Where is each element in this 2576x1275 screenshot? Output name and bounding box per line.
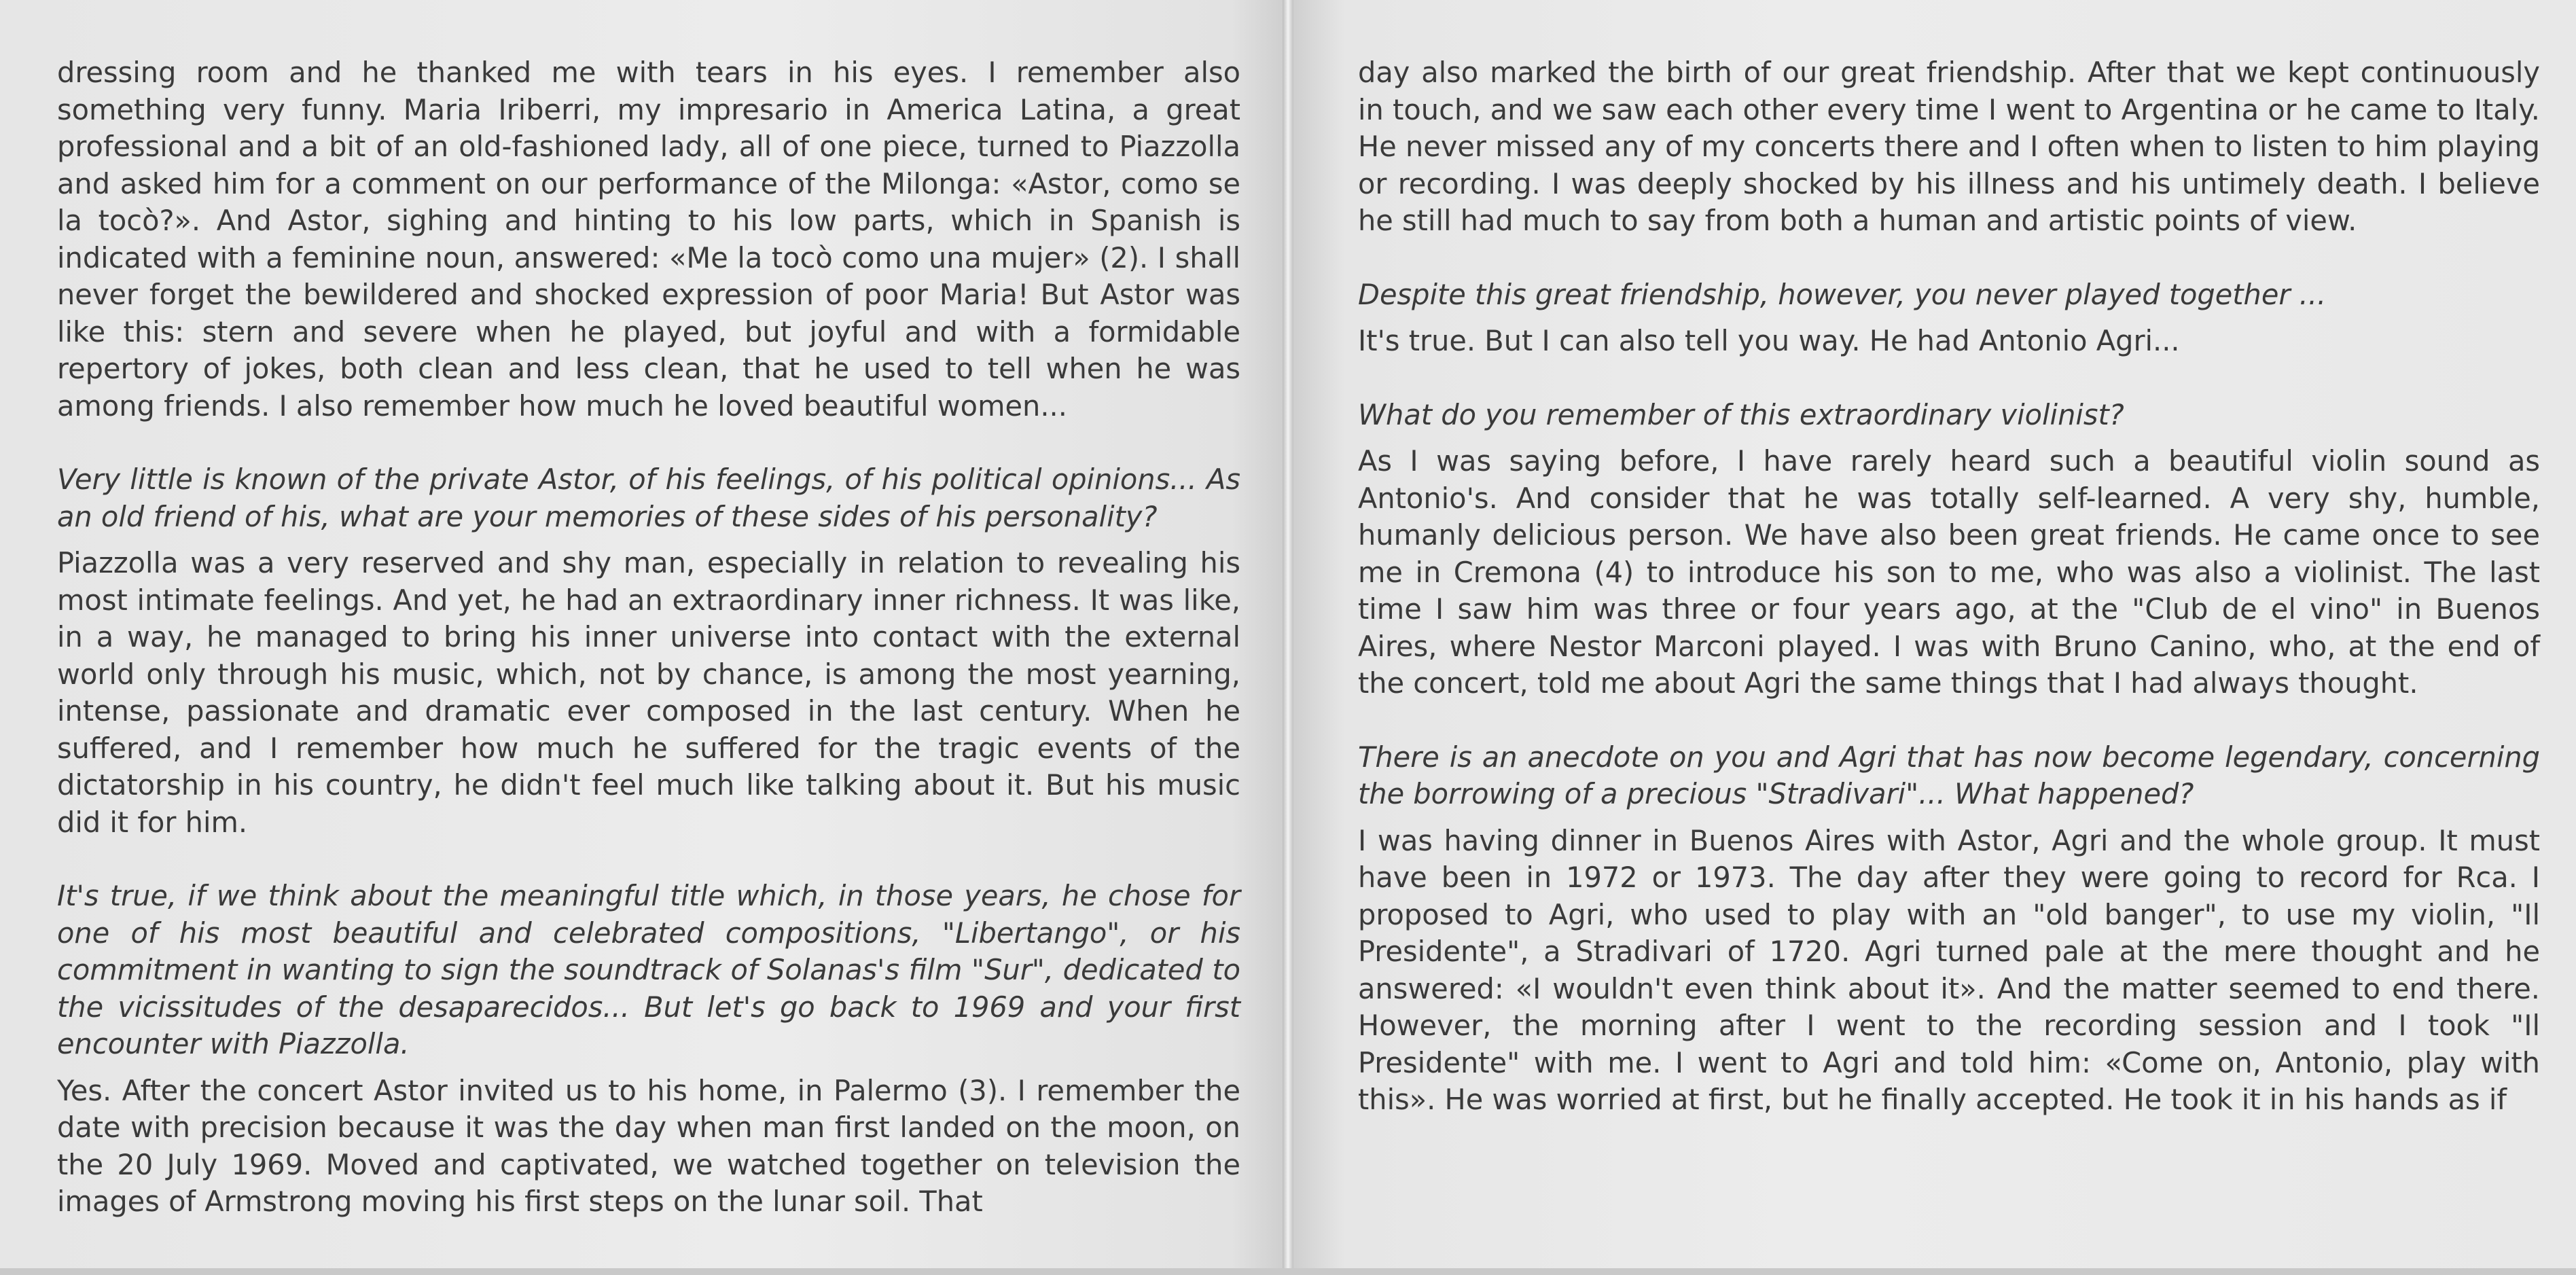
- paragraph-answer: I was having dinner in Buenos Aires with Astor, Agri and the whole group. It must have been in 1972 or 1973. The day after they were going to record for Rca. I proposed to Agri, who used to play with an "old banger", to use my violin, "Il Presidente", a Stradivari of 1720. Agri turned pale at the mere thought and he answered: «I wouldn't even think about it». And the matter seemed to end there. However, the morning after I went to the recording session and I took "Il Presidente" with me. I went to Agri and told him: «Come on, Antonio, play with this». He was worried at first, but he finally accepted. He took it in his hands as if: [1358, 823, 2540, 1116]
- paragraph-answer: As I was saying before, I have rarely heard such a beautiful violin sound as Antonio's. And consider that he was totally self-learned. A very shy, humble, humanly delicious person. We have also been great friends. He came once to see me in Cremona (4) to introduce his son to me, who was also a violinist. The last time I saw him was three or four years ago, at the "Club de el vino" in Buenos Aires, where Nestor Marconi played. I was with Bruno Canino, who, at the end of the concert, told me about Agri the same things that I had always thought.: [1358, 444, 2540, 700]
- paragraph-answer: day also marked the birth of our great friendship. After that we kept continuously in touch, and we saw each other every time I went to Argentina or he came to Italy. He never missed any of my concerts there and I often when to listen to him playing or recording. I was deeply shocked by his illness and his untimely death. I believe he still had much to say from both a human and artistic points of view.: [1358, 56, 2540, 237]
- paragraph-question: It's true, if we think about the meaningful title which, in those years, he chose for one of his most beautiful and celebrated compositions, "Libertango", or his commitment in wanting to sign the soundtrack of Solanas's film "Sur", dedicated to the vicissitudes of the desaparecidos... But let's go back to 1969 and your first encounter with Piazzolla.: [57, 879, 1240, 1060]
- right-page: [1293, 0, 2576, 1275]
- paragraph-question: Despite this great friendship, however, you never played together ...: [1358, 277, 2327, 311]
- paragraph-question: Very little is known of the private Astor, of his feelings, of his political opinions... As an old friend of his, what are your memories of these sides of his personality?: [57, 463, 1240, 533]
- paragraph-answer: It's true. But I can also tell you way. He had Antonio Agri...: [1358, 324, 2180, 357]
- left-page: [0, 0, 1283, 1275]
- booklet-spine: [1283, 0, 1293, 1275]
- left-text-column: [57, 54, 1240, 1257]
- right-text-column: [1358, 54, 2540, 1155]
- bottom-edge: [0, 1268, 2576, 1275]
- paragraph-answer: dressing room and he thanked me with tears in his eyes. I remember also something very funny. Maria Iriberri, my impresario in America Latina, a great professional and a bit of an old-fashioned lady, all of one piece, turned to Piazzolla and asked him for a comment on our performance of the Milonga: «Astor, como se la tocò?». And Astor, sighing and hinting to his low parts, which in Spanish is indicated with a feminine noun, answered: «Me la tocò como una mujer» (2). I shall never forget the bewildered and shocked expression of poor Maria! But Astor was like this: stern and severe when he played, but joyful and with a formidable repertory of jokes, both clean and less clean, that he used to tell when he was among friends. I also remember how much he loved beautiful women...: [57, 56, 1240, 423]
- paragraph-question: What do you remember of this extraordinary violinist?: [1358, 397, 2124, 431]
- paragraph-question: There is an anecdote on you and Agri that has now become legendary, concerning the borrowing of a precious "Stradivari"... What happened?: [1358, 740, 2540, 810]
- paragraph-answer: Yes. After the concert Astor invited us to his home, in Palermo (3). I remember the date with precision because it was the day when man first landed on the moon, on the 20 July 1969. Moved and captivated, we watched together on television the images of Armstrong moving his first steps on the lunar soil. That: [57, 1073, 1240, 1218]
- paragraph-answer: Piazzolla was a very reserved and shy man, especially in relation to revealing his most intimate feelings. And yet, he had an extraordinary inner richness. It was like, in a way, he managed to bring his inner universe into contact with the external world only through his music, which, not by chance, is among the most yearning, intense, passionate and dramatic ever composed in the last century. When he suffered, and I remember how much he suffered for the tragic events of the dictatorship in his country, he didn't feel much like talking about it. But his music did it for him.: [57, 546, 1240, 839]
